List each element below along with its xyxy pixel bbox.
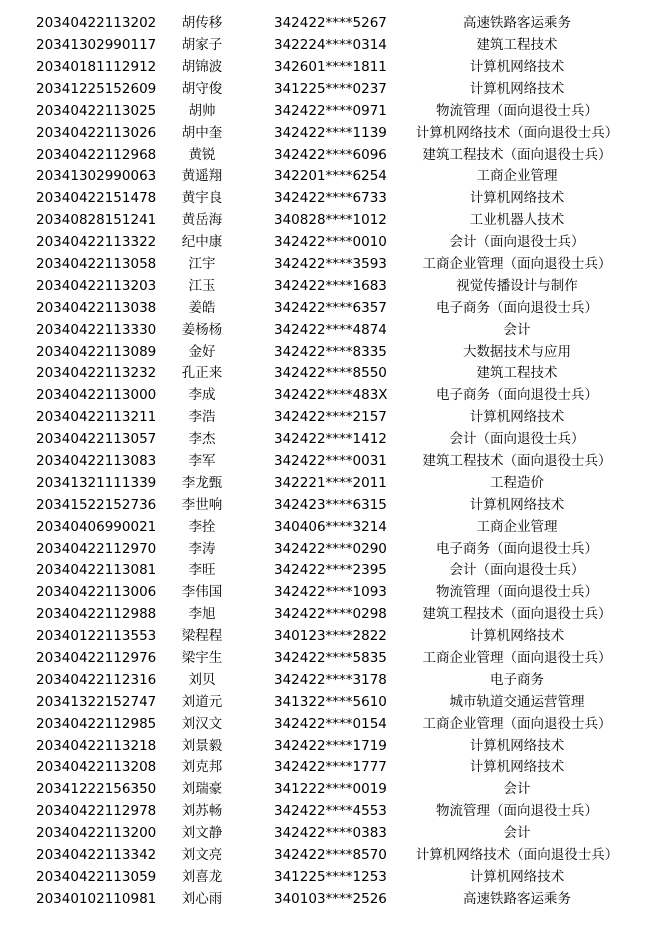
name-cell: 胡中奎 bbox=[181, 124, 223, 141]
name-cell: 李军 bbox=[188, 453, 216, 469]
id-card-cell: 342422****0971 bbox=[274, 102, 387, 119]
table-row bbox=[0, 516, 663, 538]
name-cell: 姜皓 bbox=[188, 299, 216, 316]
exam-number-cell: 20341222156350 bbox=[36, 781, 157, 798]
exam-number-cell: 20340422113218 bbox=[36, 737, 157, 754]
table-row bbox=[0, 867, 663, 889]
id-card-cell: 342422****1777 bbox=[274, 759, 387, 776]
exam-number-cell: 20340122113553 bbox=[36, 628, 157, 645]
id-card-cell: 342221****2011 bbox=[274, 474, 387, 491]
major-cell: 会计（面向退役士兵） bbox=[449, 562, 585, 579]
id-card-cell: 342422****8335 bbox=[274, 343, 387, 360]
exam-number-cell: 20340422112970 bbox=[36, 540, 157, 557]
table-row bbox=[0, 276, 663, 298]
major-cell: 城市轨道交通运营管理 bbox=[449, 693, 585, 710]
table-row bbox=[0, 604, 663, 626]
name-cell: 刘汉文 bbox=[181, 715, 223, 732]
exam-number-cell: 20340422113026 bbox=[36, 124, 157, 141]
id-card-cell: 341225****0237 bbox=[274, 80, 387, 97]
id-card-cell: 342422****0383 bbox=[274, 825, 387, 842]
name-cell: 刘景毅 bbox=[181, 737, 223, 754]
major-cell: 建筑工程技术（面向退役士兵） bbox=[422, 606, 612, 623]
table-row bbox=[0, 560, 663, 582]
id-card-cell: 340123****2822 bbox=[274, 628, 387, 645]
table-row bbox=[0, 735, 663, 757]
exam-number-cell: 20340422113232 bbox=[36, 365, 157, 382]
table-row bbox=[0, 801, 663, 823]
name-cell: 江玉 bbox=[188, 277, 216, 294]
table-row bbox=[0, 889, 663, 911]
major-cell: 建筑工程技术 bbox=[476, 37, 558, 54]
exam-number-cell: 20340422113089 bbox=[36, 343, 157, 360]
student-table bbox=[0, 13, 663, 911]
id-card-cell: 342422****5835 bbox=[274, 650, 387, 667]
name-cell: 李杰 bbox=[188, 431, 216, 448]
exam-number-cell: 20340422113208 bbox=[36, 759, 157, 776]
name-cell: 胡守俊 bbox=[181, 80, 223, 97]
table-row bbox=[0, 298, 663, 320]
table-row bbox=[0, 385, 663, 407]
table-row bbox=[0, 648, 663, 670]
exam-number-cell: 20340422112968 bbox=[36, 146, 157, 163]
id-card-cell: 342422****2157 bbox=[274, 409, 387, 426]
major-cell: 工商企业管理（面向退役士兵） bbox=[422, 715, 612, 732]
exam-number-cell: 20340422113202 bbox=[36, 15, 157, 32]
name-cell: 李拴 bbox=[188, 518, 216, 535]
id-card-cell: 342224****0314 bbox=[274, 37, 387, 54]
exam-number-cell: 20340422113000 bbox=[36, 387, 157, 404]
major-cell: 计算机网络技术 bbox=[469, 868, 565, 885]
major-cell: 工程造价 bbox=[490, 474, 544, 491]
id-card-cell: 342422****4874 bbox=[274, 321, 387, 338]
table-row bbox=[0, 144, 663, 166]
major-cell: 计算机网络技术 bbox=[469, 737, 565, 754]
exam-number-cell: 20341522152736 bbox=[36, 496, 157, 513]
major-cell: 电子商务（面向退役士兵） bbox=[436, 540, 598, 557]
id-card-cell: 342422****6357 bbox=[274, 299, 387, 316]
major-cell: 计算机网络技术 bbox=[469, 58, 565, 75]
id-card-cell: 342422****1139 bbox=[274, 124, 387, 141]
id-card-cell: 342422****1683 bbox=[274, 277, 387, 294]
table-row bbox=[0, 692, 663, 714]
name-cell: 李龙甄 bbox=[181, 474, 223, 491]
exam-number-cell: 20340422112988 bbox=[36, 606, 157, 623]
major-cell: 会计（面向退役士兵） bbox=[449, 234, 585, 251]
name-cell: 刘文亮 bbox=[181, 847, 223, 864]
id-card-cell: 342422****0154 bbox=[274, 715, 387, 732]
major-cell: 会计 bbox=[503, 781, 531, 798]
name-cell: 金好 bbox=[188, 343, 216, 360]
table-row bbox=[0, 407, 663, 429]
exam-number-cell: 20340422113203 bbox=[36, 277, 157, 294]
exam-number-cell: 20340422113200 bbox=[36, 825, 157, 842]
exam-number-cell: 20340422151478 bbox=[36, 190, 157, 207]
exam-number-cell: 20340422113083 bbox=[36, 453, 157, 469]
major-cell: 计算机网络技术 bbox=[469, 190, 565, 207]
major-cell: 物流管理（面向退役士兵） bbox=[436, 584, 598, 601]
name-cell: 刘文静 bbox=[181, 825, 223, 842]
id-card-cell: 341222****0019 bbox=[274, 781, 387, 798]
id-card-cell: 342422****4553 bbox=[274, 803, 387, 820]
id-card-cell: 342423****6315 bbox=[274, 496, 387, 513]
name-cell: 纪中康 bbox=[181, 234, 223, 251]
major-cell: 高速铁路客运乘务 bbox=[463, 890, 571, 907]
table-row bbox=[0, 210, 663, 232]
exam-number-cell: 20340422113038 bbox=[36, 299, 157, 316]
exam-number-cell: 20340422112316 bbox=[36, 671, 157, 688]
exam-number-cell: 20341321111339 bbox=[36, 474, 157, 491]
exam-number-cell: 20341225152609 bbox=[36, 80, 157, 97]
exam-number-cell: 20341302990063 bbox=[36, 168, 157, 185]
name-cell: 孔正来 bbox=[181, 365, 223, 382]
exam-number-cell: 20340422113211 bbox=[36, 409, 157, 426]
major-cell: 建筑工程技术 bbox=[476, 365, 558, 382]
table-row bbox=[0, 538, 663, 560]
table-row bbox=[0, 495, 663, 517]
id-card-cell: 342422****1412 bbox=[274, 431, 387, 448]
name-cell: 刘道元 bbox=[181, 693, 223, 710]
name-cell: 胡帅 bbox=[188, 102, 216, 119]
exam-number-cell: 20340102110981 bbox=[36, 890, 157, 907]
name-cell: 胡锦波 bbox=[181, 58, 223, 75]
id-card-cell: 342422****0010 bbox=[274, 234, 387, 251]
id-card-cell: 342422****3593 bbox=[274, 255, 387, 272]
major-cell: 物流管理（面向退役士兵） bbox=[436, 102, 598, 119]
major-cell: 计算机网络技术（面向退役士兵） bbox=[415, 124, 619, 141]
table-row bbox=[0, 451, 663, 473]
id-card-cell: 342422****5267 bbox=[274, 15, 387, 32]
table-row bbox=[0, 122, 663, 144]
id-card-cell: 342422****3178 bbox=[274, 671, 387, 688]
name-cell: 李浩 bbox=[188, 409, 216, 426]
major-cell: 会计 bbox=[503, 825, 531, 842]
table-row bbox=[0, 779, 663, 801]
major-cell: 建筑工程技术（面向退役士兵） bbox=[422, 146, 612, 163]
exam-number-cell: 20340181112912 bbox=[36, 58, 157, 75]
name-cell: 梁程程 bbox=[181, 628, 223, 645]
name-cell: 黄锐 bbox=[188, 146, 216, 163]
id-card-cell: 342422****0031 bbox=[274, 453, 387, 469]
id-card-cell: 340103****2526 bbox=[274, 890, 387, 907]
major-cell: 计算机网络技术 bbox=[469, 496, 565, 513]
id-card-cell: 342201****6254 bbox=[274, 168, 387, 185]
name-cell: 刘喜龙 bbox=[181, 868, 223, 885]
major-cell: 计算机网络技术 bbox=[469, 80, 565, 97]
exam-number-cell: 20340422112978 bbox=[36, 803, 157, 820]
exam-number-cell: 20340406990021 bbox=[36, 518, 157, 535]
name-cell: 黄宇良 bbox=[181, 190, 223, 207]
table-row bbox=[0, 363, 663, 385]
exam-number-cell: 20340422113342 bbox=[36, 847, 157, 864]
id-card-cell: 341225****1253 bbox=[274, 868, 387, 885]
table-row bbox=[0, 188, 663, 210]
table-row bbox=[0, 757, 663, 779]
major-cell: 计算机网络技术 bbox=[469, 409, 565, 426]
exam-number-cell: 20340422113058 bbox=[36, 255, 157, 272]
major-cell: 建筑工程技术（面向退役士兵） bbox=[422, 453, 612, 469]
name-cell: 刘克邦 bbox=[181, 759, 223, 776]
id-card-cell: 342422****0298 bbox=[274, 606, 387, 623]
major-cell: 电子商务（面向退役士兵） bbox=[436, 387, 598, 404]
major-cell: 会计 bbox=[503, 321, 531, 338]
name-cell: 黄岳海 bbox=[181, 212, 223, 229]
name-cell: 李涛 bbox=[188, 540, 216, 557]
table-row bbox=[0, 254, 663, 276]
exam-number-cell: 20341302990117 bbox=[36, 37, 157, 54]
table-row bbox=[0, 57, 663, 79]
name-cell: 李旺 bbox=[188, 562, 216, 579]
id-card-cell: 341322****5610 bbox=[274, 693, 387, 710]
name-cell: 李世响 bbox=[181, 496, 223, 513]
exam-number-cell: 20340422113025 bbox=[36, 102, 157, 119]
exam-number-cell: 20341322152747 bbox=[36, 693, 157, 710]
exam-number-cell: 20340422113059 bbox=[36, 868, 157, 885]
name-cell: 李成 bbox=[188, 387, 216, 404]
table-row bbox=[0, 845, 663, 867]
name-cell: 梁宇生 bbox=[181, 650, 223, 667]
name-cell: 胡传移 bbox=[181, 15, 223, 32]
name-cell: 刘贝 bbox=[188, 671, 216, 688]
name-cell: 黄遥翔 bbox=[181, 168, 223, 185]
major-cell: 工商企业管理 bbox=[476, 518, 558, 535]
exam-number-cell: 20340422113057 bbox=[36, 431, 157, 448]
id-card-cell: 342422****6733 bbox=[274, 190, 387, 207]
id-card-cell: 342601****1811 bbox=[274, 58, 387, 75]
exam-number-cell: 20340422112976 bbox=[36, 650, 157, 667]
table-row bbox=[0, 823, 663, 845]
name-cell: 江宇 bbox=[188, 255, 216, 272]
table-row bbox=[0, 714, 663, 736]
major-cell: 物流管理（面向退役士兵） bbox=[436, 803, 598, 820]
table-row bbox=[0, 429, 663, 451]
table-row bbox=[0, 626, 663, 648]
id-card-cell: 342422****8570 bbox=[274, 847, 387, 864]
id-card-cell: 340406****3214 bbox=[274, 518, 387, 535]
id-card-cell: 342422****1719 bbox=[274, 737, 387, 754]
exam-number-cell: 20340422113322 bbox=[36, 234, 157, 251]
major-cell: 工业机器人技术 bbox=[469, 212, 565, 229]
table-row bbox=[0, 13, 663, 35]
table-row bbox=[0, 582, 663, 604]
exam-number-cell: 20340422113081 bbox=[36, 562, 157, 579]
major-cell: 工商企业管理 bbox=[476, 168, 558, 185]
table-row bbox=[0, 319, 663, 341]
exam-number-cell: 20340422113006 bbox=[36, 584, 157, 601]
name-cell: 刘心雨 bbox=[181, 890, 223, 907]
table-row bbox=[0, 166, 663, 188]
major-cell: 电子商务（面向退役士兵） bbox=[436, 299, 598, 316]
major-cell: 会计（面向退役士兵） bbox=[449, 431, 585, 448]
id-card-cell: 342422****0290 bbox=[274, 540, 387, 557]
name-cell: 姜杨杨 bbox=[181, 321, 223, 338]
major-cell: 电子商务 bbox=[490, 671, 544, 688]
major-cell: 大数据技术与应用 bbox=[463, 343, 571, 360]
table-row bbox=[0, 79, 663, 101]
name-cell: 李伟国 bbox=[181, 584, 223, 601]
name-cell: 胡家子 bbox=[181, 37, 223, 54]
id-card-cell: 340828****1012 bbox=[274, 212, 387, 229]
major-cell: 计算机网络技术（面向退役士兵） bbox=[415, 847, 619, 864]
table-row bbox=[0, 341, 663, 363]
name-cell: 刘瑞豪 bbox=[181, 781, 223, 798]
major-cell: 视觉传播设计与制作 bbox=[456, 277, 578, 294]
major-cell: 高速铁路客运乘务 bbox=[463, 15, 571, 32]
table-row bbox=[0, 101, 663, 123]
table-row bbox=[0, 35, 663, 57]
table-row bbox=[0, 473, 663, 495]
id-card-cell: 342422****2395 bbox=[274, 562, 387, 579]
major-cell: 工商企业管理（面向退役士兵） bbox=[422, 650, 612, 667]
exam-number-cell: 20340828151241 bbox=[36, 212, 157, 229]
name-cell: 刘苏畅 bbox=[181, 803, 223, 820]
name-cell: 李旭 bbox=[188, 606, 216, 623]
major-cell: 工商企业管理（面向退役士兵） bbox=[422, 255, 612, 272]
id-card-cell: 342422****483X bbox=[274, 387, 388, 404]
major-cell: 计算机网络技术 bbox=[469, 628, 565, 645]
id-card-cell: 342422****6096 bbox=[274, 146, 387, 163]
id-card-cell: 342422****1093 bbox=[274, 584, 387, 601]
table-row bbox=[0, 670, 663, 692]
major-cell: 计算机网络技术 bbox=[469, 759, 565, 776]
id-card-cell: 342422****8550 bbox=[274, 365, 387, 382]
exam-number-cell: 20340422112985 bbox=[36, 715, 157, 732]
table-row bbox=[0, 232, 663, 254]
exam-number-cell: 20340422113330 bbox=[36, 321, 157, 338]
